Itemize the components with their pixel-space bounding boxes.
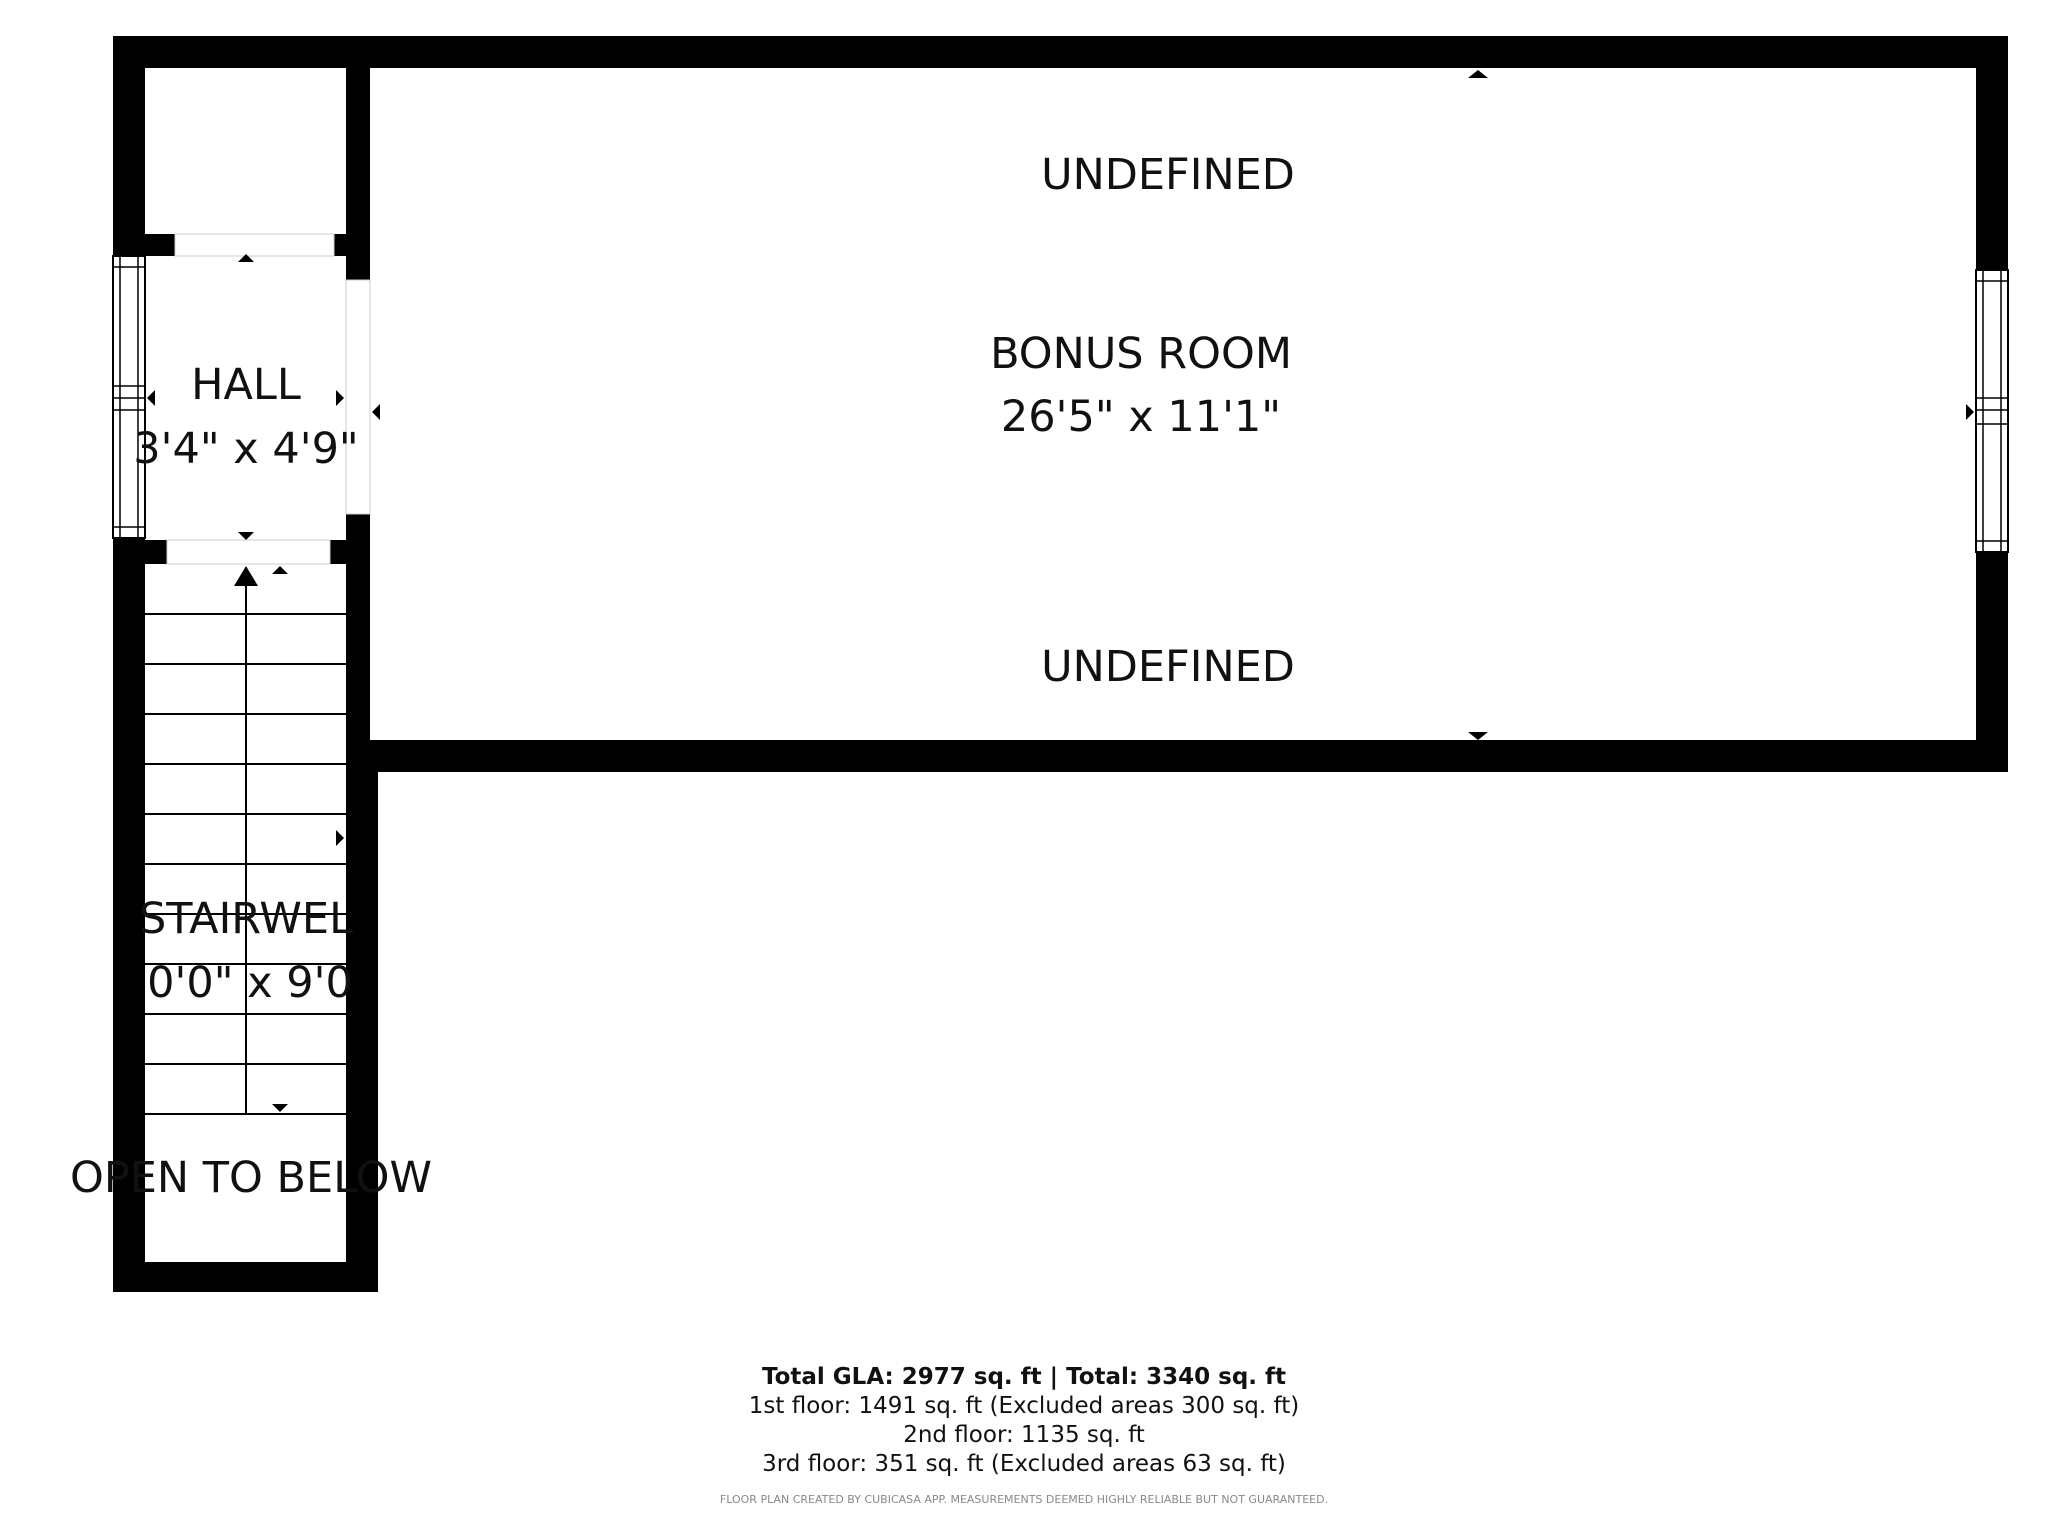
summary-floor-1: 1st floor: 1491 sq. ft (Excluded areas 300 sq. ft): [748, 1393, 1300, 1419]
room-dims-hall: 3'4" x 4'9": [133, 424, 359, 474]
window-right: [1976, 270, 2008, 552]
wall-bonus-top: [113, 36, 2008, 68]
wall-closet-bottom-left: [145, 234, 175, 256]
area-summary: [749, 1363, 1299, 1479]
room-label-undefined-bottom: UNDEFINED: [1041, 642, 1295, 692]
door-closet: [175, 234, 334, 256]
summary-floor-2: 2nd floor: 1135 sq. ft: [903, 1422, 1145, 1448]
wall-stair-bottom: [113, 1262, 378, 1292]
summary-floor-3: 3rd floor: 351 sq. ft (Excluded areas 63 sq. ft): [762, 1451, 1286, 1477]
wall-divider-lower: [346, 514, 370, 772]
dimension-markers: [147, 70, 1974, 1112]
door-hall-bottom: [167, 540, 330, 564]
wall-hall-bottom-left: [145, 540, 167, 564]
disclaimer: FLOOR PLAN CREATED BY CUBICASA APP. MEASUREMENTS DEEMED HIGHLY RELIABLE BUT NOT GUARANTEED.: [719, 1493, 1329, 1506]
summary-total: Total GLA: 2977 sq. ft | Total: 3340 sq. ft: [761, 1364, 1287, 1390]
room-label-undefined-top: UNDEFINED: [1041, 150, 1295, 200]
door-hall-bonus: [346, 280, 370, 514]
wall-closet-bottom-right: [334, 234, 348, 256]
wall-stair-right: [346, 772, 378, 1292]
wall-left: [113, 36, 145, 1292]
wall-hall-bottom-right: [330, 540, 348, 564]
room-label-bonus-room: BONUS ROOM: [990, 329, 1292, 379]
wall-divider: [346, 36, 370, 280]
window-left: [113, 256, 145, 538]
room-dims-stairwell: 0'0" x 9'0: [147, 958, 353, 1008]
room-label-open-to-below: OPEN TO BELOW: [69, 1153, 433, 1203]
room-label-stairwell: STAIRWEL: [138, 894, 354, 944]
room-dims-bonus-room: 26'5" x 11'1": [1000, 392, 1282, 442]
room-label-hall: HALL: [191, 360, 301, 410]
stair-arrow-up-icon: [234, 566, 258, 586]
wall-bonus-bottom: [348, 740, 2008, 772]
